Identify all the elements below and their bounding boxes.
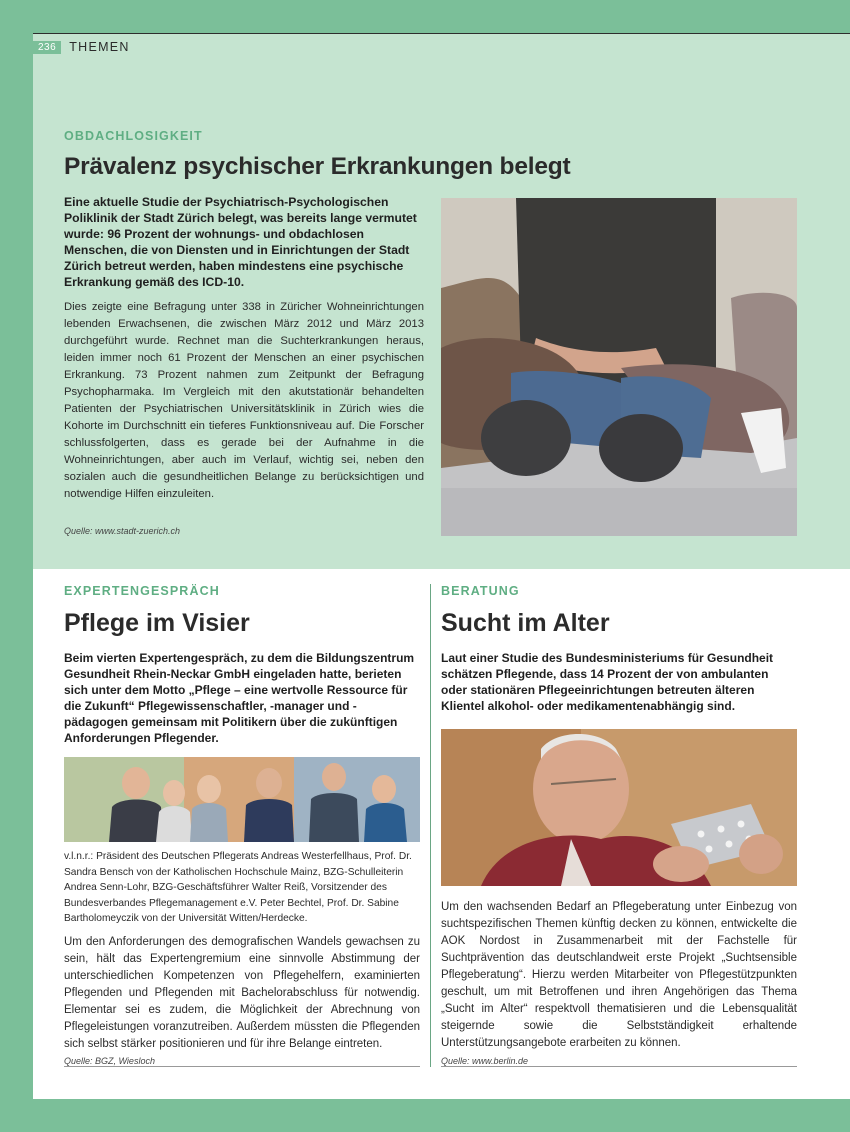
expert-group-illustration bbox=[64, 757, 420, 842]
page-number: 236 bbox=[33, 41, 61, 54]
article2-kicker: EXPERTENGESPRÄCH bbox=[64, 584, 220, 598]
article2-bottom-rule bbox=[64, 1066, 420, 1067]
article1-kicker: OBDACHLOSIGKEIT bbox=[64, 129, 203, 143]
article2-photo-caption: v.l.n.r.: Präsident des Deutschen Pflegerats Andreas Westerfellhaus, Prof. Dr. Sandra Bensch von der Katholischen Hochschule Mainz, BZG-Schulleiterin Andrea Senn-Lohr, BZG-Geschäftsführer Walter Reiß, Vorsitzender des Bundesverbandes Pflegemanagement e.V. Peter Bechtel, Prof. Dr. Sabine Bartholomeyczik von der Universität Witten/Herdecke. bbox=[64, 851, 412, 924]
elderly-man-pills-illustration bbox=[441, 729, 797, 886]
magazine-page bbox=[33, 33, 850, 1099]
article2-lead: Beim vierten Expertengespräch, zu dem die Bildungszentrum Gesundheit Rhein-Neckar GmbH eingeladen hatte, berieten sich unter dem Motto „Pflege – eine wertvolle Ressource für die Zukunft“ Pflegewissenschaftler, -manager und -pädagogen gemeinsam mit Politikern über die zukünftigen Anforderungen Pflegender. bbox=[64, 651, 415, 745]
article1-lead: Eine aktuelle Studie der Psychiatrisch-Psychologischen Poliklinik der Stadt Zürich belegt, was bereits lange vermutet wurde: 96 Prozent der wohnungs- und obdachlosen Menschen, die von Diensten und in Einrichtungen der Stadt Zürich betreut werden, haben mindestens eine psychische Erkrankung gemäß des ICD-10. bbox=[64, 195, 417, 289]
article2-headline: Pflege im Visier bbox=[64, 609, 250, 637]
expert-group-photo bbox=[64, 757, 420, 842]
homeless-person-illustration bbox=[441, 198, 797, 536]
top-rule bbox=[33, 33, 850, 34]
column-divider bbox=[430, 584, 431, 1067]
article3-kicker: BERATUNG bbox=[441, 584, 520, 598]
article2-body: Um den Anforderungen des demografischen Wandels gewachsen zu sein, hält das Expertengremium eine sinnvolle Abstimmung der unterschiedlichen Kompetenzen von Pflegehelfern, examinierten Pflegenden und Pflegenden mit Bachelorabschluss für notwendig. Elementar sei es zudem, die Möglichkeit der Abrechnung von Pflegeleistungen voranzutreiben. Außerdem müssten die Pflegenden sich selbst stärker positionieren und für ihre Belange eintreten. bbox=[64, 936, 420, 1050]
homeless-person-photo bbox=[441, 198, 797, 536]
section-name: THEMEN bbox=[69, 40, 130, 54]
article1-source: Quelle: www.stadt-zuerich.ch bbox=[64, 526, 181, 536]
article2-source: Quelle: BGZ, Wiesloch bbox=[64, 1056, 155, 1066]
elderly-man-pills-photo bbox=[441, 729, 797, 886]
article3-source: Quelle: www.berlin.de bbox=[441, 1056, 529, 1066]
article3-bottom-rule bbox=[441, 1066, 797, 1067]
article3-body: Um den wachsenden Bedarf an Pflegeberatung unter Einbezug von suchtspezifischen Themen künftig decken zu können, entwickelte die AOK Nordost in Zusammenarbeit mit der Fachstelle für Suchtprävention das deutschlandweit erste Projekt „Suchtsensible Pflegeberatung“. Hierzu werden Mitarbeiter von Pflegestützpunkten geschult, um mit Betroffenen und ihren Angehörigen das Thema „Sucht im Alter“ respektvoll thematisieren und die Lebensqualität steigernde sowie die Selbstständigkeit erhaltende Unterstützungsangebote erarbeiten zu können. bbox=[441, 901, 797, 1049]
page-header bbox=[33, 40, 130, 54]
article1-headline: Prävalenz psychischer Erkrankungen belegt bbox=[64, 153, 571, 180]
article3-lead: Laut einer Studie des Bundesministeriums für Gesundheit schätzen Pflegende, dass 14 Prozent der von ambulanten oder stationären Pflegeeinrichtungen betreuten älteren Klientel alkohol- oder medikamentenabhängig sind. bbox=[441, 651, 774, 713]
article3-headline: Sucht im Alter bbox=[441, 609, 610, 637]
article1-body: Dies zeigte eine Befragung unter 338 in Züricher Wohneinrichtungen lebenden Erwachsenen, die zwischen März 2012 und März 2013 durchgeführt wurde. Rechnet man die Suchterkrankungen heraus, leiden immer noch 61 Prozent der Menschen an einer psychischen Erkrankung. 73 Prozent nahmen zum Zeitpunkt der Befragung Psychopharmaka. Im Vergleich mit den akutstationär behandelten Patienten der Psychiatrischen Universitätsklinik in Zürich wies die Kohorte im Durchschnitt ein tieferes Funktionsniveau auf. Die Forscher schlussfolgerten, dass es gerade bei der Aufnahme in die Wohneinrichtungen, aber auch im Verlauf, wichtig sei, neben den sozialen auch die gesundheitlichen Belange zu berücksichtigen und notwendige Hilfen einzuleiten. bbox=[64, 301, 424, 500]
